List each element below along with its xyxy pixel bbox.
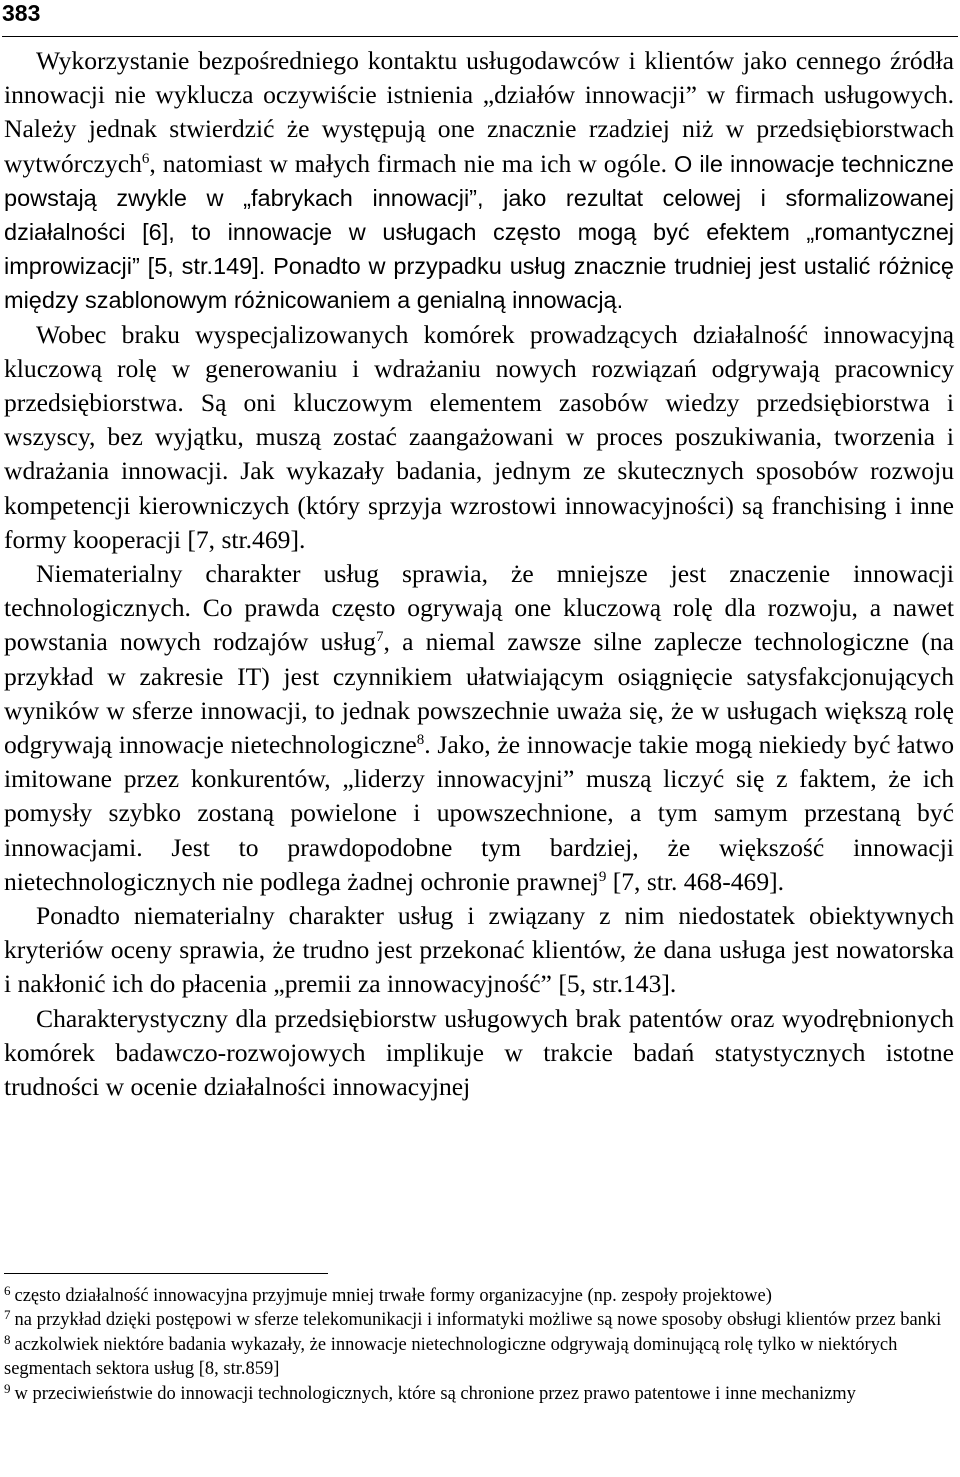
footnote-7 <box>4 1308 954 1332</box>
footnote-ref-8: 8 <box>416 732 425 749</box>
footnote-text: na przykład dzięki postępowi w sferze telekomunikacji i informatyki możliwe są nowe sposoby obsługi klientów przez banki <box>14 1310 942 1331</box>
footnotes <box>4 1284 954 1406</box>
paragraph-3 <box>4 557 954 899</box>
footnote-8 <box>4 1333 954 1382</box>
footnote-separator <box>4 1273 328 1274</box>
footnote-text: często działalność innowacyjna przyjmuje mniej trwałe formy organizacyjne (np. zespoły projektowe) <box>14 1286 772 1306</box>
paragraph-1-text-b: , natomiast w małych firmach nie ma ich w ogóle. <box>149 148 675 178</box>
paragraph-1-text-c: O ile innowacje techniczne powstają zwykle w „fabrykach innowacji”, jako rezultat celowej i sformalizowanej działalności [6], to innowacje w usługach często mogą być efektem „romantycznej improwizacji” [5, str.149]. Ponadto w przypadku usług znacznie trudniej jest ustalić różnicę między szablonowym różnicowaniem a genialną innowacją. <box>4 150 954 314</box>
page-number: 383 <box>2 0 958 37</box>
footnote-number: 8 <box>4 1331 11 1347</box>
footnote-number: 7 <box>4 1307 11 1323</box>
footnote-text: w przeciwieństwie do innowacji technologicznych, które są chronione przez prawo patentowe i inne mechanizmy <box>14 1383 856 1404</box>
footnote-ref-9: 9 <box>598 868 607 885</box>
paragraph-5: Charakterystyczny dla przedsiębiorstw usługowych brak patentów oraz wyodrębnionych komórek badawczo-rozwojowych implikuje w trakcie badań statystycznych istotne trudności w ocenie działalności innowacyjnej <box>4 1003 954 1102</box>
paragraph-3-text-a: Niematerialny charakter usług sprawia, że mniejsze jest znaczenie innowacji technologicznych. Co prawda często ogrywają one kluczową rolę dla rozwoju, a nawet powstania nowych rodzajów usług <box>4 559 954 657</box>
paragraph-3-text-c: . Jako, że innowacje takie mogą niekiedy być łatwo imitowane przez konkurentów, „liderzy innowacyjni” muszą liczyć się z faktem, że ich pomysły szybko zostaną powielone i upowszechnione, a tym samym przestaną być innowacjami. Jest to prawdopodobne tym bardziej, że większość innowacji nietechnologicznych nie podlega żadnej ochronie prawnej <box>4 730 954 896</box>
paragraph-1-text-a: Wykorzystanie bezpośredniego kontaktu usługodawców i klientów jako cennego źródła innowacji nie wyklucza oczywiście istnienia „działów innowacji” w firmach usługowych. Należy jednak stwierdzić że występują one znacznie rzadziej niż w przedsiębiorstwach wytwórczych <box>4 46 954 178</box>
footnote-number: 9 <box>4 1380 11 1396</box>
paragraph-1 <box>4 44 954 318</box>
footnote-ref-6: 6 <box>141 150 150 167</box>
footnote-number: 6 <box>4 1283 11 1298</box>
paragraph-4: Ponadto niematerialny charakter usług i związany z nim niedostatek obiektywnych kryteriów oceny sprawia, że trudno jest przekonać klientów, że dana usługa jest nowatorska i nakłonić ich do płacenia „premii za innowacyjność” [5, str.143]. <box>4 901 954 999</box>
paragraph-3-text-b: , a niemal zawsze silne zaplecze technologiczne (na przykład w zakresie IT) jest czynnikiem ułatwiającym osiągnięcie satysfakcjonujących wyników w sferze innowacji, to jednak powszechnie uważa się, że w usługach większą rolę odgrywają innowacje nietechnologiczne <box>4 627 954 760</box>
paragraph-2: Wobec braku wyspecjalizowanych komórek prowadzących działalność innowacyjną kluczową rolę w generowaniu i wdrażaniu nowych rozwiązań odgrywają pracownicy przedsiębiorstwa. Są oni kluczowym elementem zasobów wiedzy przedsiębiorstwa i wszyscy, bez wyjątku, muszą zostać zaangażowani w proces poszukiwania, tworzenia i wdrażania innowacji. Jak wykazały badania, jednym ze skutecznych sposobów rozwoju kompetencji kierowniczych (który sprzyja wzrostowi innowacyjności) są franchising i inne formy kooperacji [7, str.469]. <box>4 319 954 554</box>
footnote-6 <box>4 1284 954 1308</box>
paragraph-3-text-d: [7, str. 468-469]. <box>606 866 785 896</box>
footnote-text: aczkolwiek niektóre badania wykazały, że innowacje nietechnologiczne odgrywają dominującą rolę tylko w niektórych segmentach sektora usług [8, str.859] <box>4 1334 898 1380</box>
footnote-ref-7: 7 <box>376 629 384 646</box>
body-text <box>4 44 954 1104</box>
footnote-9 <box>4 1382 954 1406</box>
